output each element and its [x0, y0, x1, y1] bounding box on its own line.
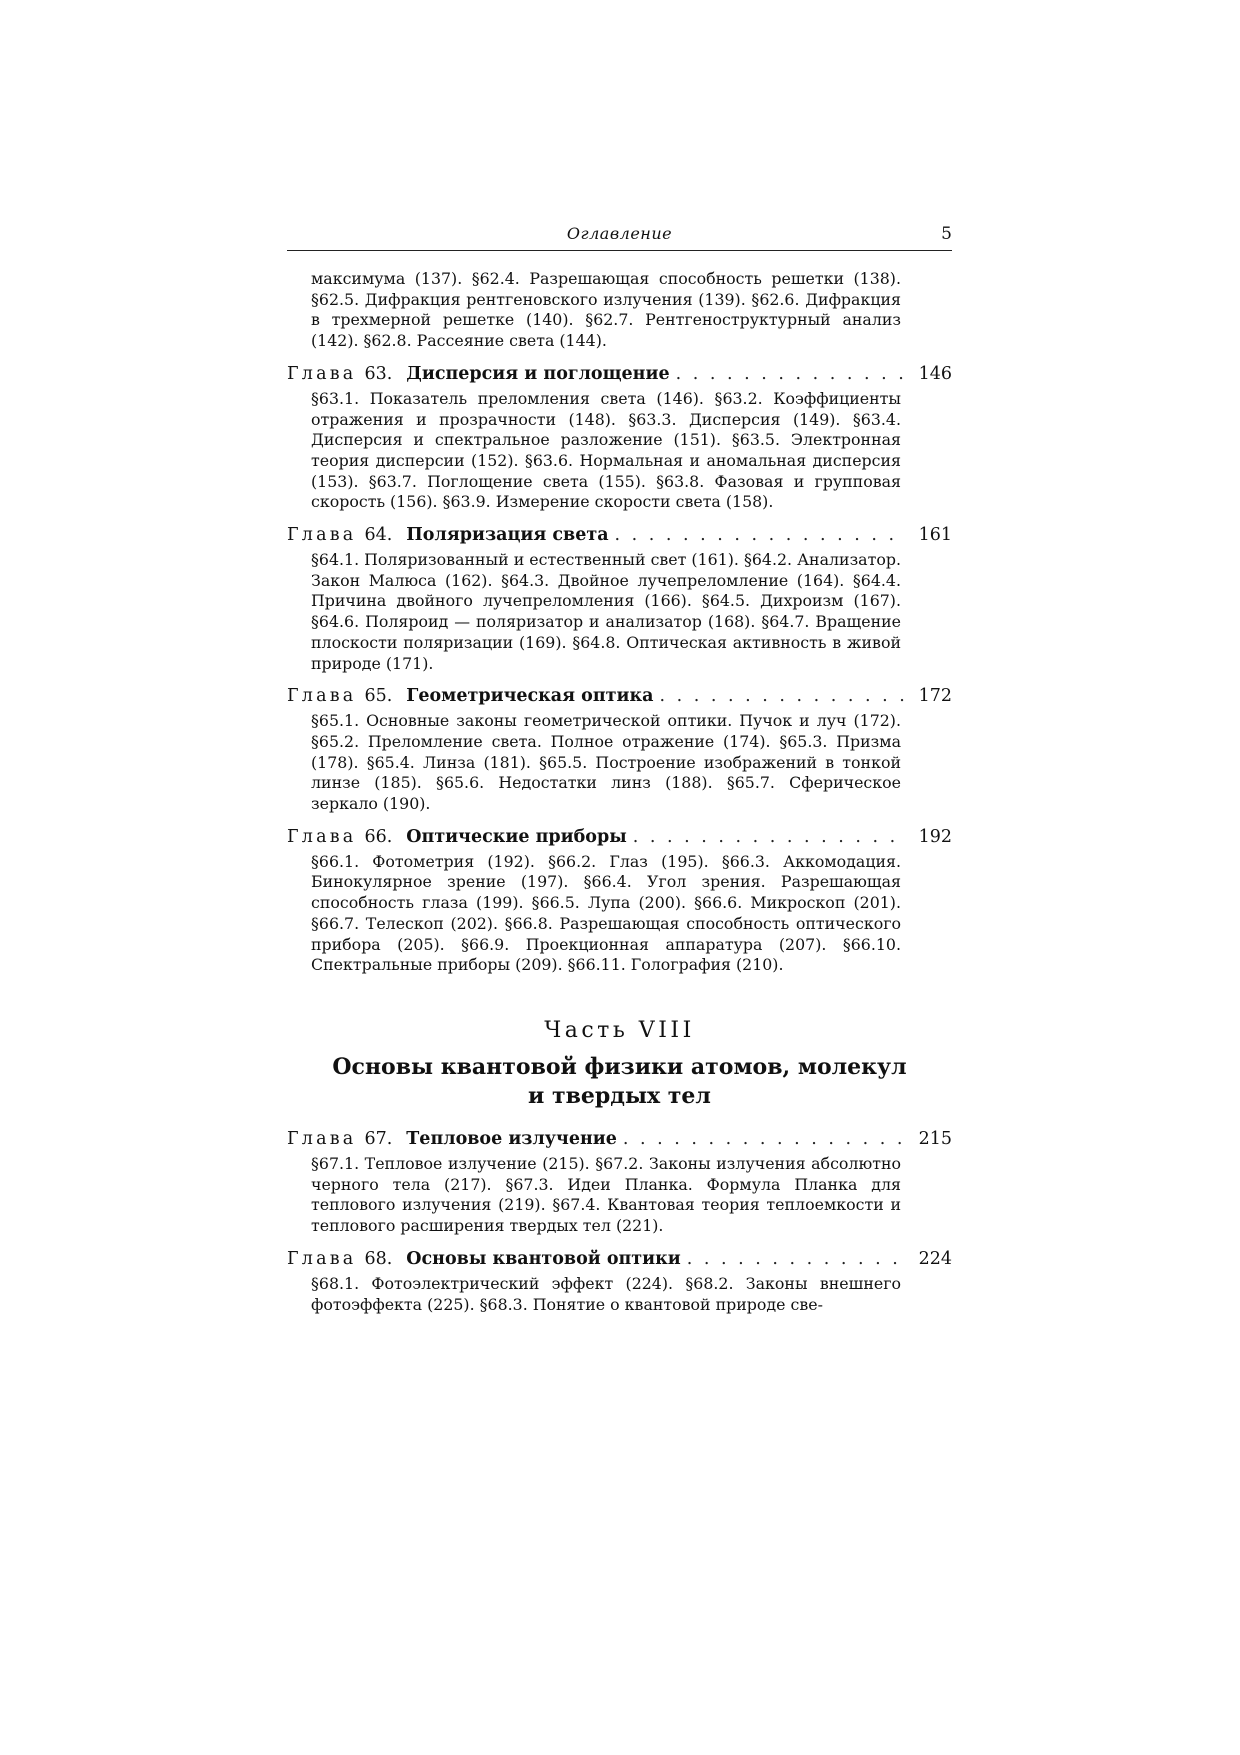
part-label: Часть VIII	[544, 1017, 695, 1043]
chapter-number: 64.	[364, 525, 393, 546]
chapter-label: Глава	[287, 363, 357, 384]
chapter-label: Глава	[287, 686, 357, 707]
chapter-number: 67.	[364, 1128, 393, 1149]
toc-page	[287, 222, 952, 1315]
chapter-entry-66[interactable]	[287, 827, 952, 847]
chapter-label: Глава	[287, 1128, 357, 1149]
part-heading	[287, 1018, 952, 1111]
chapter-title: Геометрическая оптика	[406, 686, 654, 707]
chapter-title: Поляризация света	[406, 525, 609, 546]
chapter-number: 68.	[364, 1248, 393, 1269]
dot-leader	[659, 686, 906, 706]
continued-sections: максимума (137). §62.4. Разрешающая способность решетки (138). §62.5. Дифракция рентгеновского излучения (139). §62.6. Дифракция в трехмерной решетке (140). §62.7. Рентгеноструктурный анализ (142). §62.8. Рассеяние света (144).	[311, 269, 901, 351]
chapter-sections-63: §63.1. Показатель преломления света (146). §63.2. Коэффициенты отражения и прозрачности (148). §63.3. Дисперсия (149). §63.4. Дисперсия и спектральное разложение (151). §63.5. Электронная теория дисперсии (152). §63.6. Нормальная и аномальная дисперсия (153). §63.7. Поглощение света (155). §63.8. Фазовая и групповая скорость (156). §63.9. Измерение скорости света (158).	[311, 388, 901, 512]
page-number: 5	[941, 224, 952, 244]
chapter-entry-63[interactable]	[287, 364, 952, 384]
chapter-page: 215	[918, 1128, 952, 1149]
running-header	[287, 222, 952, 251]
chapter-number: 65.	[364, 686, 393, 707]
chapter-title: Тепловое излучение	[406, 1128, 617, 1149]
chapter-label: Глава	[287, 525, 357, 546]
chapter-label: Глава	[287, 1248, 357, 1269]
chapter-title: Дисперсия и поглощение	[406, 363, 670, 384]
chapter-page: 224	[918, 1248, 952, 1269]
dot-leader	[615, 525, 907, 545]
chapter-number: 63.	[364, 363, 393, 384]
chapter-page: 192	[918, 826, 952, 847]
chapter-page: 161	[918, 525, 952, 546]
chapter-entry-64[interactable]	[287, 525, 952, 545]
chapter-entry-65[interactable]	[287, 686, 952, 706]
chapter-sections-64: §64.1. Поляризованный и естественный свет (161). §64.2. Анализатор. Закон Малюса (162). §64.3. Двойное лучепреломление (164). §64.4. Причина двойного лучепреломления (166). §64.5. Дихроизм (167). §64.6. Поляроид — поляризатор и анализатор (168). §64.7. Вращение плоскости поляризации (169). §64.8. Оптическая активность в живой природе (171).	[311, 550, 901, 673]
chapter-sections-67: §67.1. Тепловое излучение (215). §67.2. Законы излучения абсолютно черного тела (217). §67.3. Идеи Планка. Формула Планка для теплового излучения (219). §67.4. Квантовая теория теплоемкости и теплового расширения твердых тел (221).	[311, 1153, 901, 1236]
chapter-entry-67[interactable]	[287, 1129, 952, 1149]
chapter-page: 146	[918, 363, 952, 384]
dot-leader	[623, 1129, 907, 1149]
chapter-sections-68: §68.1. Фотоэлектрический эффект (224). §68.2. Законы внешнего фотоэффекта (225). §68.3. Понятие о квантовой природе све-	[311, 1273, 901, 1314]
dot-leader	[676, 364, 907, 384]
chapter-sections-66: §66.1. Фотометрия (192). §66.2. Глаз (195). §66.3. Аккомодация. Бинокулярное зрение (197). §66.4. Угол зрения. Разрешающая способность глаза (199). §66.5. Лупа (200). §66.6. Микроскоп (201). §66.7. Телескоп (202). §66.8. Разрешающая способность оптического прибора (205). §66.9. Проекционная аппаратура (207). §66.10. Спектральные приборы (209). §66.11. Голография (210).	[311, 851, 901, 975]
chapter-title: Оптические приборы	[406, 826, 627, 847]
chapter-page: 172	[918, 686, 952, 707]
chapter-sections-65: §65.1. Основные законы геометрической оптики. Пучок и луч (172). §65.2. Преломление света. Полное отражение (174). §65.3. Призма (178). §65.4. Линза (181). §65.5. Построение изображений в тонкой линзе (185). §65.6. Недостатки линз (188). §65.7. Сферическое зеркало (190).	[311, 711, 901, 814]
chapter-number: 66.	[364, 826, 393, 847]
dot-leader	[633, 827, 907, 847]
running-title: Оглавление	[566, 224, 673, 243]
dot-leader	[687, 1249, 907, 1269]
chapter-title: Основы квантовой оптики	[406, 1248, 681, 1269]
chapter-entry-68[interactable]	[287, 1249, 952, 1269]
part-title: Основы квантовой физики атомов, молекул и твердых тел	[332, 1053, 907, 1109]
chapter-label: Глава	[287, 826, 357, 847]
